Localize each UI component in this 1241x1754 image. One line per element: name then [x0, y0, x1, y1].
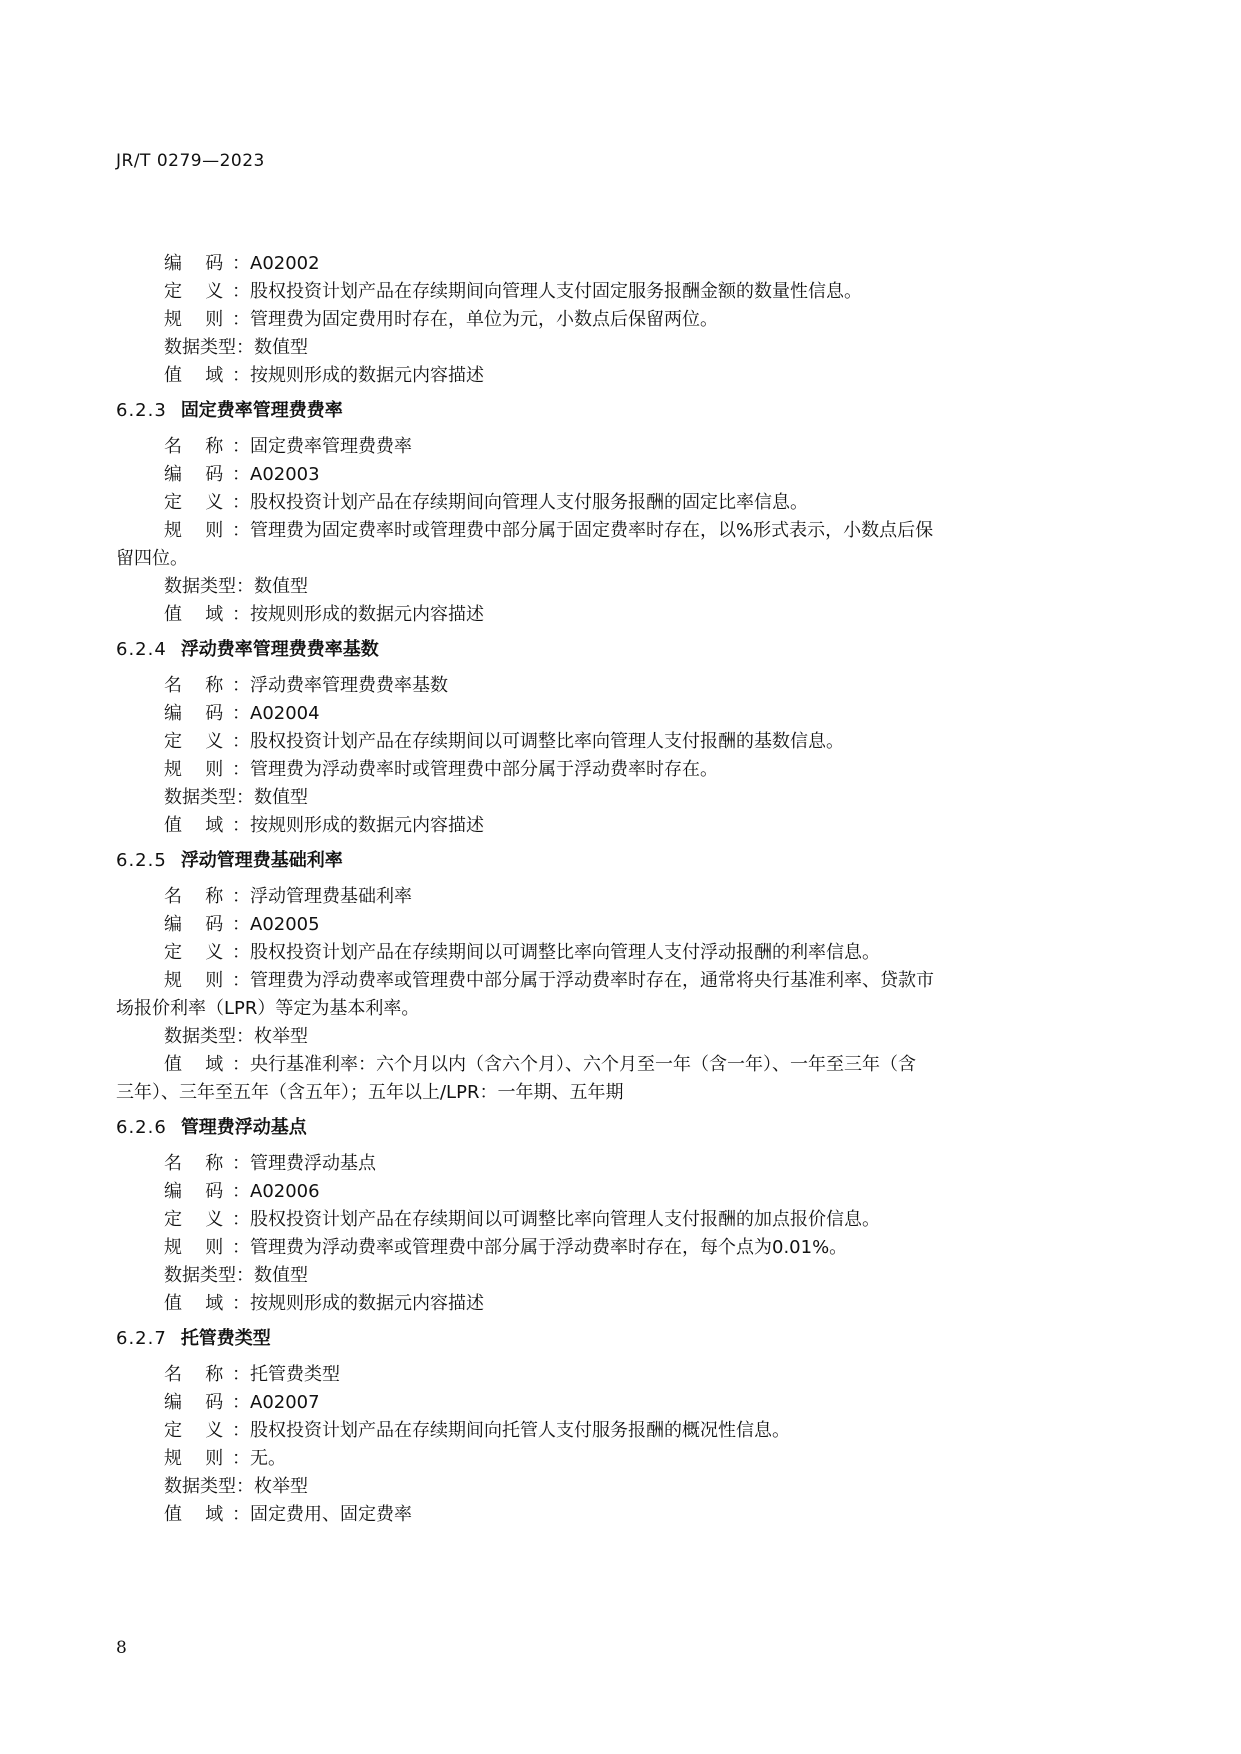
field-value: 股权投资计划产品在存续期间以可调整比率向管理人支付浮动报酬的利率信息。 — [250, 942, 880, 963]
field-line — [116, 1051, 1096, 1079]
field-value: 数值型 — [254, 337, 308, 358]
field-line — [116, 517, 1096, 545]
field-value: 枚举型 — [254, 1026, 308, 1047]
field-value: 管理费为固定费率时或管理费中部分属于固定费率时存在，以%形式表示，小数点后保 — [250, 520, 934, 541]
field-value: A02006 — [250, 1181, 320, 1202]
document-id-header: JR/T 0279—2023 — [116, 151, 265, 171]
field-label: 编 码： — [164, 464, 250, 485]
field-line — [116, 939, 1096, 967]
section-title: 托管费类型 — [180, 1328, 271, 1349]
field-line — [116, 1206, 1096, 1234]
field-line — [116, 700, 1096, 728]
section-number: 6.2.7 — [116, 1328, 167, 1349]
field-value: 数值型 — [254, 787, 308, 808]
field-line — [116, 1389, 1096, 1417]
field-value: 数值型 — [254, 1265, 308, 1286]
field-label: 值 域： — [164, 1504, 250, 1525]
field-value-continuation: 留四位。 — [116, 548, 188, 569]
field-line — [116, 1361, 1096, 1389]
field-label: 规 则： — [164, 309, 250, 330]
field-line — [116, 362, 1096, 390]
field-label: 规 则： — [164, 1448, 250, 1469]
field-line — [116, 334, 1096, 362]
page-number: 8 — [116, 1638, 127, 1658]
field-label: 规 则： — [164, 970, 250, 991]
field-value: 枚举型 — [254, 1476, 308, 1497]
field-line — [116, 1501, 1096, 1529]
field-label: 定 义： — [164, 281, 250, 302]
field-label: 数据类型： — [164, 1026, 254, 1047]
field-value-continuation: 三年）、三年至五年（含五年）；五年以上/LPR：一年期、五年期 — [116, 1082, 624, 1103]
field-label: 定 义： — [164, 942, 250, 963]
field-label: 定 义： — [164, 1209, 250, 1230]
field-value: 固定费率管理费费率 — [250, 436, 412, 457]
field-line — [116, 784, 1096, 812]
field-value: 按规则形成的数据元内容描述 — [250, 815, 484, 836]
field-label: 名 称： — [164, 1153, 250, 1174]
section-number: 6.2.5 — [116, 850, 167, 871]
section-title: 固定费率管理费费率 — [180, 400, 343, 421]
field-value: 固定费用、固定费率 — [250, 1504, 412, 1525]
field-label: 值 域： — [164, 365, 250, 386]
field-label: 编 码： — [164, 703, 250, 724]
section-heading — [116, 1325, 1096, 1353]
field-line — [116, 967, 1096, 995]
section-number: 6.2.4 — [116, 639, 167, 660]
field-label: 编 码： — [164, 914, 250, 935]
field-value: 无。 — [250, 1448, 286, 1469]
field-value: 数值型 — [254, 576, 308, 597]
field-label: 名 称： — [164, 675, 250, 696]
field-label: 名 称： — [164, 886, 250, 907]
field-value: 浮动管理费基础利率 — [250, 886, 412, 907]
field-label: 编 码： — [164, 1392, 250, 1413]
field-line — [116, 1445, 1096, 1473]
field-value: 股权投资计划产品在存续期间向管理人支付固定服务报酬金额的数量性信息。 — [250, 281, 862, 302]
field-value: 股权投资计划产品在存续期间以可调整比率向管理人支付报酬的加点报价信息。 — [250, 1209, 880, 1230]
section-heading — [116, 397, 1096, 425]
field-label: 数据类型： — [164, 787, 254, 808]
field-label: 值 域： — [164, 1293, 250, 1314]
field-label: 编 码： — [164, 1181, 250, 1202]
field-line — [116, 1023, 1096, 1051]
field-value-continuation: 场报价利率（LPR）等定为基本利率。 — [116, 998, 420, 1019]
field-label: 数据类型： — [164, 576, 254, 597]
field-label: 定 义： — [164, 1420, 250, 1441]
field-label: 规 则： — [164, 759, 250, 780]
field-line — [116, 812, 1096, 840]
field-label: 定 义： — [164, 731, 250, 752]
section-title: 浮动费率管理费费率基数 — [180, 639, 379, 660]
field-label: 名 称： — [164, 1364, 250, 1385]
field-line — [116, 489, 1096, 517]
field-line — [116, 250, 1096, 278]
field-line — [116, 601, 1096, 629]
field-label: 数据类型： — [164, 1476, 254, 1497]
field-line — [116, 883, 1096, 911]
field-line — [116, 728, 1096, 756]
field-line — [116, 461, 1096, 489]
field-label: 值 域： — [164, 815, 250, 836]
section-title: 浮动管理费基础利率 — [180, 850, 343, 871]
field-value: A02002 — [250, 253, 320, 274]
section-number: 6.2.6 — [116, 1117, 167, 1138]
field-value: 股权投资计划产品在存续期间向管理人支付服务报酬的固定比率信息。 — [250, 492, 808, 513]
field-label: 数据类型： — [164, 1265, 254, 1286]
field-value: 按规则形成的数据元内容描述 — [250, 1293, 484, 1314]
field-label: 值 域： — [164, 1054, 250, 1075]
field-line — [116, 1234, 1096, 1262]
section-heading — [116, 636, 1096, 664]
field-line — [116, 1262, 1096, 1290]
field-value: 按规则形成的数据元内容描述 — [250, 365, 484, 386]
field-line — [116, 306, 1096, 334]
field-label: 规 则： — [164, 1237, 250, 1258]
field-label: 数据类型： — [164, 337, 254, 358]
document-body — [116, 250, 1096, 1529]
field-value: 管理费为浮动费率或管理费中部分属于浮动费率时存在，每个点为0.01%。 — [250, 1237, 848, 1258]
field-line — [116, 672, 1096, 700]
section-number: 6.2.3 — [116, 400, 167, 421]
section-heading — [116, 847, 1096, 875]
field-value: 托管费类型 — [250, 1364, 340, 1385]
field-line — [116, 278, 1096, 306]
field-line — [116, 1417, 1096, 1445]
field-value: 央行基准利率：六个月以内（含六个月）、六个月至一年（含一年）、一年至三年（含 — [250, 1054, 916, 1075]
field-value: A02003 — [250, 464, 320, 485]
field-label: 编 码： — [164, 253, 250, 274]
field-value: 管理费浮动基点 — [250, 1153, 376, 1174]
section-heading — [116, 1114, 1096, 1142]
field-value: 股权投资计划产品在存续期间以可调整比率向管理人支付报酬的基数信息。 — [250, 731, 844, 752]
field-label: 值 域： — [164, 604, 250, 625]
field-line — [116, 911, 1096, 939]
field-value: A02005 — [250, 914, 320, 935]
section-title: 管理费浮动基点 — [180, 1117, 307, 1138]
field-value: 浮动费率管理费费率基数 — [250, 675, 448, 696]
field-line — [116, 1178, 1096, 1206]
field-label: 定 义： — [164, 492, 250, 513]
field-line — [116, 1150, 1096, 1178]
field-value: A02007 — [250, 1392, 320, 1413]
field-value: 管理费为浮动费率时或管理费中部分属于浮动费率时存在。 — [250, 759, 718, 780]
field-value: A02004 — [250, 703, 320, 724]
field-line — [116, 433, 1096, 461]
field-label: 规 则： — [164, 520, 250, 541]
field-line — [116, 756, 1096, 784]
field-label: 名 称： — [164, 436, 250, 457]
field-line — [116, 1290, 1096, 1318]
field-value: 管理费为固定费用时存在，单位为元，小数点后保留两位。 — [250, 309, 718, 330]
field-line — [116, 1473, 1096, 1501]
field-line — [116, 573, 1096, 601]
field-value: 股权投资计划产品在存续期间向托管人支付服务报酬的概况性信息。 — [250, 1420, 790, 1441]
field-value: 按规则形成的数据元内容描述 — [250, 604, 484, 625]
field-value: 管理费为浮动费率或管理费中部分属于浮动费率时存在，通常将央行基准利率、贷款市 — [250, 970, 934, 991]
